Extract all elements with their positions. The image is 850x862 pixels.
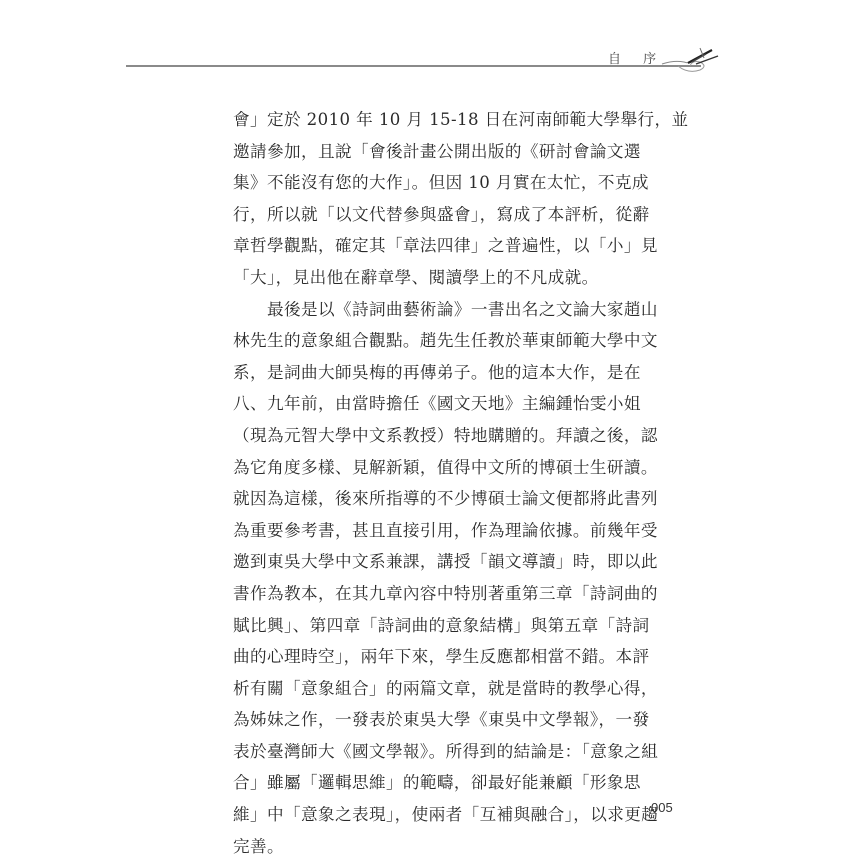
text-line: 邀到東吳大學中文系兼課，講授「韻文導讀」時，即以此 — [233, 552, 658, 572]
page-number: 005 — [651, 800, 673, 815]
body-text — [233, 104, 689, 862]
text-line: 就因為這樣，後來所指導的不少博碩士論文便都將此書列 — [233, 489, 658, 509]
text-line: 維」中「意象之表現」，使兩者「互補與融合」，以求更趨 — [233, 805, 659, 825]
paragraph-start-line: 最後是以《詩詞曲藝術論》一書出名之文論大家趙山 — [233, 299, 658, 319]
text-line: 邀請參加，且說「會後計畫公開出版的《研討會論文選 — [233, 141, 641, 161]
text-line: 析有關「意象組合」的兩篇文章，就是當時的教學心得， — [233, 678, 658, 698]
running-header-title: 自 序 — [608, 52, 666, 67]
text-line: 會」定於 2010 年 10 月 15-18 日在河南師範大學舉行，並 — [233, 110, 689, 129]
text-line: 為它角度多樣、見解新穎，值得中文所的博碩士生研讀。 — [233, 457, 658, 477]
text-line: 林先生的意象組合觀點。趙先生任教於華東師範大學中文 — [233, 331, 658, 351]
text-line: 系，是詞曲大師吳梅的再傳弟子。他的這本大作，是在 — [233, 362, 641, 382]
text-line: 為重要參考書，甚且直接引用，作為理論依據。前幾年受 — [233, 520, 658, 540]
text-line: 完善。 — [233, 836, 284, 856]
feather-swirl-ornament-icon — [660, 44, 730, 78]
text-line: 曲的心理時空」，兩年下來，學生反應都相當不錯。本評 — [233, 647, 650, 667]
text-line: 表於臺灣師大《國文學報》。所得到的結論是：「意象之組 — [233, 741, 659, 761]
text-line: （現為元智大學中文系教授）特地購贈的。拜讀之後，認 — [233, 425, 658, 445]
text-line: 「大」，見出他在辭章學、閱讀學上的不凡成就。 — [233, 267, 599, 287]
text-line: 書作為教本，在其九章內容中特別著重第三章「詩詞曲的 — [233, 583, 658, 603]
text-line: 八、九年前，由當時擔任《國文天地》主編鍾怡雯小姐 — [233, 394, 641, 414]
text-line: 為姊妹之作，一發表於東吳大學《東吳中文學報》，一發 — [233, 710, 650, 730]
text-line: 集》不能沒有您的大作」。但因 10 月實在太忙，不克成 — [233, 173, 649, 193]
text-line: 章哲學觀點，確定其「章法四律」之普遍性，以「小」見 — [233, 236, 658, 256]
text-line: 賦比興」、第四章「詩詞曲的意象結構」與第五章「詩詞 — [233, 615, 650, 635]
text-line: 行，所以就「以文代替參與盛會」，寫成了本評析，從辭 — [233, 204, 650, 224]
text-line: 合」雖屬「邏輯思維」的範疇，卻最好能兼顧「形象思 — [233, 773, 641, 793]
